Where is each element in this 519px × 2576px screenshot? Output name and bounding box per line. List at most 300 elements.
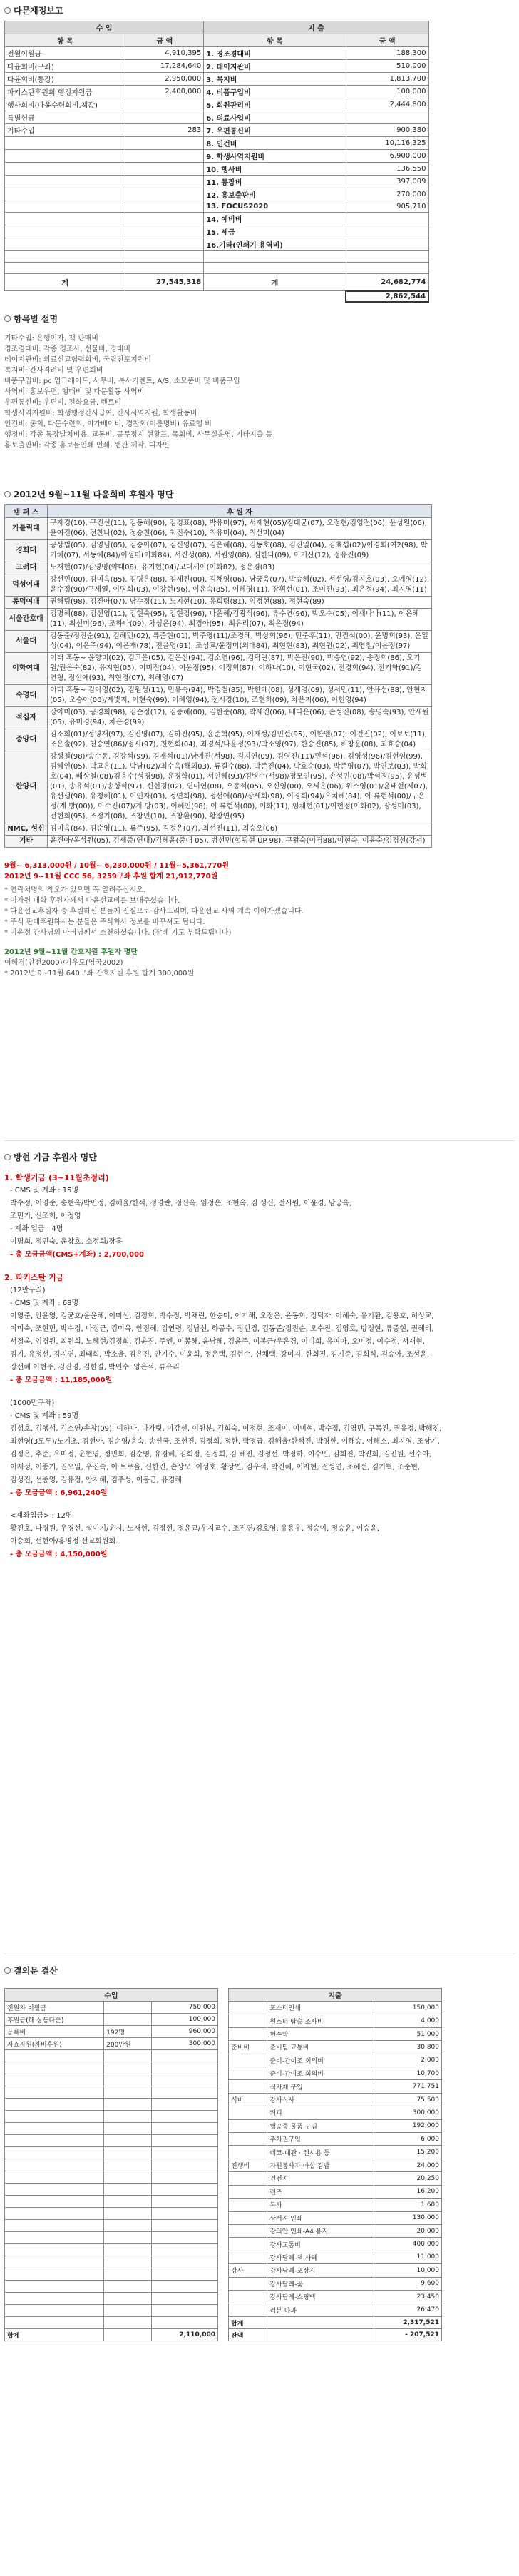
settlement-expense-total-label: 합계 [229, 2317, 267, 2329]
settlement-expense-row [229, 2027, 442, 2040]
settlement-expense-category [229, 2133, 267, 2146]
fund-line: 이명희, 정민숙, 윤창호, 소정희/장흥 [10, 1238, 123, 1246]
settlement-expense-category: 식비 [229, 2093, 267, 2106]
settlement-expense-category [229, 2238, 267, 2251]
finance-row [5, 60, 429, 73]
fund-part1-title: 1. 학생기금 (3~11월초정리) [4, 1173, 109, 1182]
settlement-expense-category: 준비비 [229, 2041, 267, 2054]
settlement-expense-item: 식자재 구입 [267, 2080, 374, 2093]
settlement-expense-category [229, 2002, 267, 2014]
expense-item: 10. 행사비 [204, 163, 346, 176]
income-amount [125, 111, 204, 124]
finance-row [5, 111, 429, 124]
donor-note-line: * 연락처명의 착오가 있으면 꼭 알려주십시오. [4, 886, 145, 894]
donor-region: 한양대 [5, 751, 48, 823]
settlement-income-amount [152, 2196, 218, 2208]
settlement-expense-amount: 2,000 [374, 2054, 442, 2067]
donor-row [5, 836, 432, 848]
explanation-line: 기타수입: 은행이자, 책 판매비 [4, 335, 99, 343]
income-amount [125, 163, 204, 176]
settlement-balance: - 207,521 [374, 2329, 442, 2341]
expense-amount: 10,116,325 [346, 137, 428, 150]
settlement-expense-item: 현수막 [267, 2027, 374, 2040]
settlement-expense-item: 커피 [267, 2106, 374, 2119]
settlement-income-row [5, 2002, 218, 2014]
income-amount [125, 98, 204, 111]
settlement-income-detail [104, 2099, 152, 2111]
settlement-expense-category [229, 2106, 267, 2119]
settlement-expense-row [229, 2277, 442, 2290]
fund-part3-sub: (1000만구좌) [10, 1399, 55, 1407]
settlement-expense-category [229, 2119, 267, 2132]
region-header: 캠 퍼 스 [5, 505, 48, 518]
income-amount [125, 176, 204, 188]
settlement-income-total-label: 합계 [5, 2329, 104, 2341]
settlement-expense-category [229, 2199, 267, 2211]
income-item [5, 251, 125, 263]
settlement-expense-amount: 20,000 [374, 2224, 442, 2237]
explanation-line: 데이지관비: 의료선교협력회비, 국립전포지원비 [4, 356, 152, 364]
settlement-income-row [5, 2232, 218, 2244]
fund-part2-title: 2. 파키스탄 기금 [4, 1273, 64, 1282]
settlement-expense-row [229, 2080, 442, 2093]
settlement-income-amount [152, 2220, 218, 2232]
settlement-expense-category [229, 2211, 267, 2224]
fund-section [0, 1135, 519, 1561]
settlement-expense-amount: 6,000 [374, 2133, 442, 2146]
expense-item: 12. 홍보출판비 [204, 188, 346, 201]
settlement-expense-amount: 11,000 [374, 2251, 442, 2263]
income-amount-header: 금 액 [125, 34, 204, 47]
settlement-income-detail [104, 2062, 152, 2074]
settlement-income-item [5, 2099, 104, 2111]
income-amount [125, 188, 204, 201]
settlement-income-amount: 100,000 [152, 2014, 218, 2026]
donor-names: 노재현(07)/김영영(약대08), 유기현(04)/고대세이(이화82), 정은경(83) [48, 562, 432, 574]
settlement-expense-item: 강사교통비 [267, 2238, 374, 2251]
income-amount [125, 251, 204, 263]
donor-note-line: * 주식 판매후원하시는 분들은 주식회사 정보를 바꾸셔도 됩니다. [4, 918, 205, 926]
settlement-expense-amount: 150,000 [374, 2002, 442, 2014]
settlement-expense-item: 강사답례-꽃 [267, 2277, 374, 2290]
finance-row [5, 188, 429, 201]
settlement-income-detail [104, 2123, 152, 2135]
settlement-income-amount: 750,000 [152, 2002, 218, 2014]
finance-row [5, 73, 429, 86]
fund-part3-total: - 총 모금금액 : 6,961,240원 [10, 1489, 108, 1497]
settlement-expense-amount: 24,000 [374, 2159, 442, 2171]
settlement-expense-item: 강의안 인쇄-A4 용지 [267, 2224, 374, 2237]
settlement-income-amount [152, 2305, 218, 2317]
settlement-income-amount [152, 2184, 218, 2196]
expense-item [204, 251, 346, 263]
donor-region: 서울간호대 [5, 609, 48, 631]
donor-names: 이태 혹동~ 윤향미(02), 김고은(05), 김은선(94), 김소연(96), 김탁란(87), 박은진(90), 박승연(92), 송정희(86), 오기원/권은숙(82), 유지현(05), 이미진(04), 이윤정(95), 이정희(87), 이하나(10), 이현국(02), 전경희(94), 전기화(91)/김연형, 정선애(93), 최현경(07), 최혜영(07) [48, 653, 432, 685]
settlement-income-amount [152, 2050, 218, 2062]
settlement-expense-item: 리본 다과 [267, 2303, 374, 2317]
income-item: 전월이월금 [5, 47, 125, 60]
settlement-expense-amount: 26,470 [374, 2303, 442, 2317]
donor-note-line: * 이윤정 간사님의 아버님께서 소천하셨습니다. (장례 기도 부탁드립니다) [4, 929, 232, 937]
settlement-income-row [5, 2026, 218, 2038]
expense-item: 5. 회원관리비 [204, 98, 346, 111]
settlement-expense-row [229, 2238, 442, 2251]
expense-amount [346, 251, 428, 263]
income-item [5, 176, 125, 188]
settlement-expense-item: 상서지 인쇄 [267, 2211, 374, 2224]
settlement-expense-amount: 4,000 [374, 2014, 442, 2027]
settlement-expense-amount: 300,000 [374, 2106, 442, 2119]
fund-part4-total: - 총 모금금액 : 4,150,000원 [10, 1551, 108, 1558]
settlement-income-amount [152, 2293, 218, 2305]
finance-row [5, 238, 429, 251]
fund-line: - CMS 및 계좌 : 15명 [10, 1187, 79, 1195]
settlement-income-detail [104, 2305, 152, 2317]
income-amount [125, 150, 204, 163]
expense-amount: 900,380 [346, 124, 428, 137]
income-amount [125, 225, 204, 238]
settlement-expense-category [229, 2277, 267, 2290]
settlement-expense-amount: 192,000 [374, 2119, 442, 2132]
settlement-income-row [5, 2220, 218, 2232]
settlement-income-amount [152, 2099, 218, 2111]
donor-note-line: * 이가원 대학 후원자께서 다윤선교비를 보내주셨습니다. [4, 897, 180, 905]
donor-names: 김동준/정진순(91), 김혜민(02), 류준현(01), 박주영(11)/조경혜, 박상희(96), 민준후(11), 민진석(00), 윤명희(93), 온일성(04), 이은주(94), 이은재(78), 전을영(91), 조성교/윤정미(외대84), 최현현(83), 최현원(02), 최영철/이은정(97) [48, 631, 432, 653]
income-item: 행사회비(다윤수련회비,책값) [5, 98, 125, 111]
donor-region: 기타 [5, 836, 48, 848]
settlement-expense-amount: 771,751 [374, 2080, 442, 2093]
settlement-income-detail: 200만원 [104, 2038, 152, 2050]
donor-row [5, 653, 432, 685]
settlement-expense-row [229, 2172, 442, 2185]
settlement-income-amount [152, 2232, 218, 2244]
expense-item: 8. 인건비 [204, 137, 346, 150]
donor-section [0, 484, 519, 979]
donor-row [5, 707, 432, 729]
finance-table [4, 21, 429, 303]
donor-note-line: * 다윤선교후원자 중 후원하신 분들께 진심으로 감사드리며, 다윤선교 사역 계속 이어가겠습니다. [4, 908, 304, 916]
finance-title-text: 다문재정보고 [14, 6, 63, 16]
finance-row [5, 251, 429, 263]
income-total-label: 계 [5, 274, 125, 291]
income-amount: 17,284,640 [125, 60, 204, 73]
explanation-line: 사역비: 홍보우편, 행대비 및 다문활동 사역비 [4, 388, 145, 396]
donor-region: 적십자 [5, 707, 48, 729]
settlement-income-item [5, 2293, 104, 2305]
explanation-section [0, 308, 519, 451]
settlement-expense-row [229, 2199, 442, 2211]
donor-names: 윤견아/옥성원(05), 김세중(연대)/김혜윤(중대 05), 범선민(헐핑현 UP 98), 구왕숙(이경88)/이현숙, 이윤숙/김경선(강서) [48, 836, 432, 848]
settlement-income-item [5, 2147, 104, 2159]
settlement-tables [0, 1981, 519, 2341]
settlement-income-amount [152, 2147, 218, 2159]
settlement-income-row [5, 2099, 218, 2111]
expense-amount: 136,550 [346, 163, 428, 176]
settlement-expense-row [229, 2133, 442, 2146]
donor-names: 구자경(10), 구진선(11), 김동해(90), 김경표(08), 박유미(97), 서재현(05)/김대균(07), 오정현/김영전(06), 윤성원(06), 윤여진(06), 전찬나(02), 정승천(06), 최진수(10), 최유미(04), 최선미(04) [48, 518, 432, 540]
settlement-expense-amount: 15,200 [374, 2146, 442, 2159]
settlement-income-detail [104, 2184, 152, 2196]
settlement-income-row [5, 2244, 218, 2256]
expense-item: 15. 세금 [204, 225, 346, 238]
donor-names: 강선민(00), 김미옥(85), 김명은(88), 김세진(00), 김채영(06), 남궁육(07), 박슈혜(02), 서선영/김지호(03), 오예영(12), 윤수정(90)/구세열, 이명희(03), 이강현(96), 이윤숙(85), 이혜영(11), 장휘선(01), 조미진(93), 최은정(94), 최지영(11) [48, 574, 432, 597]
income-item: 특별헌금 [5, 111, 125, 124]
settlement-expense-amount: 30,800 [374, 2041, 442, 2054]
settlement-income-amount [152, 2281, 218, 2293]
settlement-expense-category [229, 2290, 267, 2303]
donor-row [5, 685, 432, 707]
settlement-income-header: 수입 [5, 1989, 218, 2002]
settlement-expense-item: 강사답례-책 사례 [267, 2251, 374, 2263]
donor-row [5, 597, 432, 609]
settlement-income-detail [104, 2050, 152, 2062]
settlement-income-item [5, 2208, 104, 2220]
settlement-income-amount [152, 2062, 218, 2074]
finance-row [5, 225, 429, 238]
settlement-income-item [5, 2281, 104, 2293]
settlement-expense-category [229, 2251, 267, 2263]
settlement-income-row [5, 2135, 218, 2147]
settlement-income-amount [152, 2074, 218, 2086]
expense-item: 4. 비품구입비 [204, 86, 346, 98]
bullet-icon [4, 1154, 11, 1160]
settlement-income-row [5, 2014, 218, 2026]
donor-summary-line: 2012년 9~11월 CCC 56, 3259구좌 후원 합계 21,912,770원 [4, 873, 218, 881]
fund-line: - 계좌 입금 : 4명 [10, 1225, 63, 1233]
settlement-expense-row [229, 2106, 442, 2119]
settlement-expense-item: 준비팀 교통비 [267, 2041, 374, 2054]
settlement-expense-row [229, 2224, 442, 2237]
settlement-expense-row [229, 2303, 442, 2317]
expense-amount: 188,300 [346, 47, 428, 60]
settlement-income-row [5, 2086, 218, 2099]
settlement-expense-category [229, 2080, 267, 2093]
finance-row [5, 137, 429, 150]
settlement-income-row [5, 2293, 218, 2305]
expense-amount: 100,000 [346, 86, 428, 98]
finance-row [5, 47, 429, 60]
fund-part1-total: - 총 모금금액(CMS+계좌) : 2,700,000 [10, 1251, 145, 1259]
settlement-income-detail [104, 2171, 152, 2184]
settlement-expense-category [229, 2172, 267, 2185]
finance-row [5, 150, 429, 163]
donor-row [5, 751, 432, 823]
donor-names: 공상법(05), 김영님(05), 김승아(07), 김신영(07), 김은혜(08), 김동호(08), 김진일(04), 김효섭(02)/이경회(여2(98), 박기해(07), 서동혜(84)/이성미(이화84), 서진성(08), 서원영(08), 심한나(09), 이기산(12), 정유진(09) [48, 540, 432, 562]
settlement-income-row [5, 2074, 218, 2086]
expense-item: 6. 의료사업비 [204, 111, 346, 124]
settlement-expense-amount: 51,000 [374, 2027, 442, 2040]
expense-amount [346, 263, 428, 274]
balance: 2,862,544 [346, 291, 428, 302]
finance-row [5, 86, 429, 98]
fund-part4-sub: <계좌입금> : 12명 [10, 1512, 73, 1520]
expense-item: 11. 통장비 [204, 176, 346, 188]
income-item [5, 137, 125, 150]
donor-table [4, 504, 432, 848]
finance-row [5, 98, 429, 111]
settlement-expense-item: 렌즈 [267, 2185, 374, 2198]
fund-line: 이미숙, 조현민, 박수정, 나정근, 김미옥, 안정혜, 김연령, 정남선, 하공수, 정인경, 김동준/정진순, 오수진, 김영호, 방정현, 류중현, 권혜리, [10, 1325, 434, 1333]
fund-line: 박수정, 이영준, 송현옥/박민정, 김해율/한석, 정명란, 정신옥, 임정은, 조현옥, 김 성신, 전시원, 이윤경, 남궁옥, [10, 1200, 352, 1207]
explanation-line: 우편통신비: 우편비, 전화요금, 렌트비 [4, 399, 122, 407]
bullet-icon [4, 315, 11, 322]
income-amount: 283 [125, 124, 204, 137]
donor-region: 덕성여대 [5, 574, 48, 597]
settlement-income-item: 자쇼자원(자비후원) [5, 2038, 104, 2050]
settlement-expense-item: 복사 [267, 2199, 374, 2211]
settlement-expense-row [229, 2251, 442, 2263]
donor-names: 강성철(98)/송수동, 김강석(99), 김재석(01)/남예진(서98), 김지연(09), 김영진(11)/민석(96), 김영성(96)/김현임(99), 김혜인(05), 박고은(11), 박남(02)/최수옥(해외03), 류길수(88), 박준진(04), 박효순(03), 박준영(07), 박인보(03), 박희호(04), 배상철(08)/김응수(성경98), 윤경학(01), 서인혜(93)/김병수(서98)/정모인(95), 손성민(08)/박석경(95), 윤성범(01), 송유석(01)/송형석(97), 신현경(02), 연미연(08), 오동석(05), 오신영(00), 오세은(06), 위소영(01)/윤태현(제07), 유선생(98), 유청혜(01), 이인자(03), 정연희(98), 정선애(08)/장세희(98), 이경희(94)/유치혜(84), 이 류현석(00)/구은정(계 방(00)), 이수진(07)/계 방(03), 이혜인(98), 이 류현석(00), 이화(11), 임채현(01)/이현정(이화02), 장성미(03), 전현희(95), 조정기(08), 조창민(10), 조창환(90), 황장연(95) [48, 751, 432, 823]
settlement-expense-row [229, 2290, 442, 2303]
settlement-income-row [5, 2171, 218, 2184]
settlement-income-detail [104, 2196, 152, 2208]
settlement-expense-amount: 75,500 [374, 2093, 442, 2106]
settlement-income-row [5, 2123, 218, 2135]
settlement-income-item [5, 2256, 104, 2268]
settlement-expense-amount: 1,600 [374, 2199, 442, 2211]
expense-amount: 270,000 [346, 188, 428, 201]
settlement-income-detail [104, 2086, 152, 2099]
income-item [5, 238, 125, 251]
settlement-income-item [5, 2062, 104, 2074]
income-amount [125, 263, 204, 274]
settlement-expense-row [229, 2159, 442, 2171]
nursing-line: 이혜경(인전2000)/기우도(영국2002) [4, 959, 123, 967]
settlement-income-item [5, 2268, 104, 2281]
explanation-line: 홍보출판비: 각종 홍보물인쇄 인쇄, 웹관 제작, 디자인 [4, 442, 170, 450]
settlement-income-row [5, 2062, 218, 2074]
settlement-income-detail [104, 2244, 152, 2256]
settlement-income-detail [104, 2281, 152, 2293]
fund-line: 이승희, 선현아/홍명정 선교회원회. [10, 1538, 118, 1546]
donor-region: 숙명대 [5, 685, 48, 707]
settlement-income-row [5, 2317, 218, 2329]
settlement-income-row [5, 2159, 218, 2171]
donor-row [5, 518, 432, 540]
donor-row [5, 823, 432, 836]
fund-line: 최현영(3모두)/노기초, 김현아, 김순영/용숙, 송신국, 조현진, 김정희, 정한, 박정급, 김해율/한석진, 박영한, 이해승, 이해소, 최지영, 조상기, [10, 1438, 440, 1446]
settlement-income-detail [104, 2135, 152, 2147]
fund-line: 조민기, 신조희, 이정영 [10, 1212, 81, 1220]
expense-amount [346, 238, 428, 251]
settlement-expense-amount: 400,000 [374, 2238, 442, 2251]
settlement-income-item: 전원자 이월금 [5, 2002, 104, 2014]
settlement-income-row [5, 2184, 218, 2196]
fund-line: 이재성, 이종기, 권오일, 우진숙, 이 브로올, 신한진, 손상모, 이성호, 황상연, 김우석, 박진혜, 이자현, 전성연, 조혜선, 김기혁, 조준현, [10, 1464, 421, 1471]
settlement-income-item: 등록비 [5, 2026, 104, 2038]
income-item: 다윤회비(통장) [5, 73, 125, 86]
settlement-expense-item: 원스터 탑승 조사비 [267, 2014, 374, 2027]
settlement-expense-item: 주차권구입 [267, 2133, 374, 2146]
expense-item: 9. 학생사역지원비 [204, 150, 346, 163]
settlement-income-item [5, 2196, 104, 2208]
settlement-expense-row [229, 2119, 442, 2132]
income-item [5, 225, 125, 238]
fund-line: 김성진, 선종영, 김유정, 안지혜, 김주성, 이봉근, 유경혜 [10, 1476, 183, 1484]
settlement-expense-amount: 130,000 [374, 2211, 442, 2224]
settlement-expense-category [229, 2146, 267, 2159]
settlement-expense-item: 행공중 물품 구입 [267, 2119, 374, 2132]
fund-line: 김정은, 추준, 유미정, 윤현엽, 정민희, 김순영, 유경혜, 김희정, 김정희, 김 혜진, 김정선, 박정하, 이수민, 김희진, 박진희, 김진원, 선수아, [10, 1451, 432, 1459]
expense-amount: 397,009 [346, 176, 428, 188]
finance-row [5, 263, 429, 274]
settlement-income-detail [104, 2074, 152, 2086]
income-amount [125, 137, 204, 150]
donor-summary-line: 9월~ 6,313,000원 / 10월~ 6,230,000원 / 11월~5,361,770원 [4, 862, 229, 870]
settlement-expense-item: 건전지 [267, 2172, 374, 2185]
settlement-income-detail: 192명 [104, 2026, 152, 2038]
expense-amount: 1,813,700 [346, 73, 428, 86]
expense-amount [346, 213, 428, 225]
fund-line: 장선혜 이현주, 김진명, 김한결, 박민수, 양은석, 류유리 [10, 1364, 180, 1371]
settlement-expense-item: 준비-간이조 회의비 [267, 2054, 374, 2067]
settlement-income-row [5, 2111, 218, 2123]
income-amount [125, 201, 204, 213]
expense-header: 지 출 [204, 21, 428, 34]
expense-item: 3. 복지비 [204, 73, 346, 86]
settlement-title-text: 결의문 결산 [14, 1966, 58, 1976]
income-item [5, 188, 125, 201]
settlement-income-row [5, 2038, 218, 2050]
income-amount: 2,950,000 [125, 73, 204, 86]
expense-amount [346, 225, 428, 238]
income-total: 27,545,318 [125, 274, 204, 291]
expense-total-label: 계 [204, 274, 346, 291]
expense-total: 24,682,774 [346, 274, 428, 291]
settlement-income-amount [152, 2171, 218, 2184]
settlement-income-item [5, 2184, 104, 2196]
settlement-expense-category: 진행비 [229, 2159, 267, 2171]
income-item [5, 201, 125, 213]
settlement-expense-item: 포스터인쇄 [267, 2002, 374, 2014]
settlement-income-detail [104, 2256, 152, 2268]
fund-line: - CMS 및 계좌 : 68명 [10, 1299, 79, 1307]
income-item: 다윤회비(구좌) [5, 60, 125, 73]
settlement-income-detail [104, 2208, 152, 2220]
settlement-income-item [5, 2171, 104, 2184]
settlement-income-item [5, 2317, 104, 2329]
settlement-income-item [5, 2135, 104, 2147]
settlement-income-row [5, 2196, 218, 2208]
settlement-income-row [5, 2268, 218, 2281]
donor-row [5, 562, 432, 574]
bullet-icon [4, 7, 11, 14]
fund-part2-total: - 총 모금금액 : 11,185,000원 [10, 1376, 113, 1384]
settlement-income-detail [104, 2220, 152, 2232]
settlement-income-amount [152, 2086, 218, 2099]
donor-row [5, 574, 432, 597]
settlement-income-item [5, 2123, 104, 2135]
settlement-income-amount [152, 2208, 218, 2220]
donor-region: 가톨릭대 [5, 518, 48, 540]
settlement-income-detail [104, 2159, 152, 2171]
settlement-expense-amount: 16,200 [374, 2185, 442, 2198]
donor-names: 김미옥(84), 김순영(11), 류주(95), 김정은(07), 최선진(11), 최승오(06) [48, 823, 432, 836]
settlement-expense-row [229, 2185, 442, 2198]
explanation-line: 비품구입비: pc 업그레이드, 사무비, 복사기렌트, A/S, 소모품비 및 비품구입 [4, 377, 240, 385]
settlement-expense-item: 강사답례-포장지 [267, 2264, 374, 2277]
donor-region: 이화여대 [5, 653, 48, 685]
income-item: 파키스탄후원회 행정지원금 [5, 86, 125, 98]
settlement-income-row [5, 2281, 218, 2293]
settlement-income-detail [104, 2232, 152, 2244]
settlement-income-item [5, 2232, 104, 2244]
settlement-expense-row [229, 2014, 442, 2027]
expense-item [204, 263, 346, 274]
settlement-income-row [5, 2050, 218, 2062]
nursing-line: * 2012년 9~11월 640구좌 간호지원 후원 합계 300,000원 [4, 970, 195, 978]
settlement-income-item [5, 2220, 104, 2232]
